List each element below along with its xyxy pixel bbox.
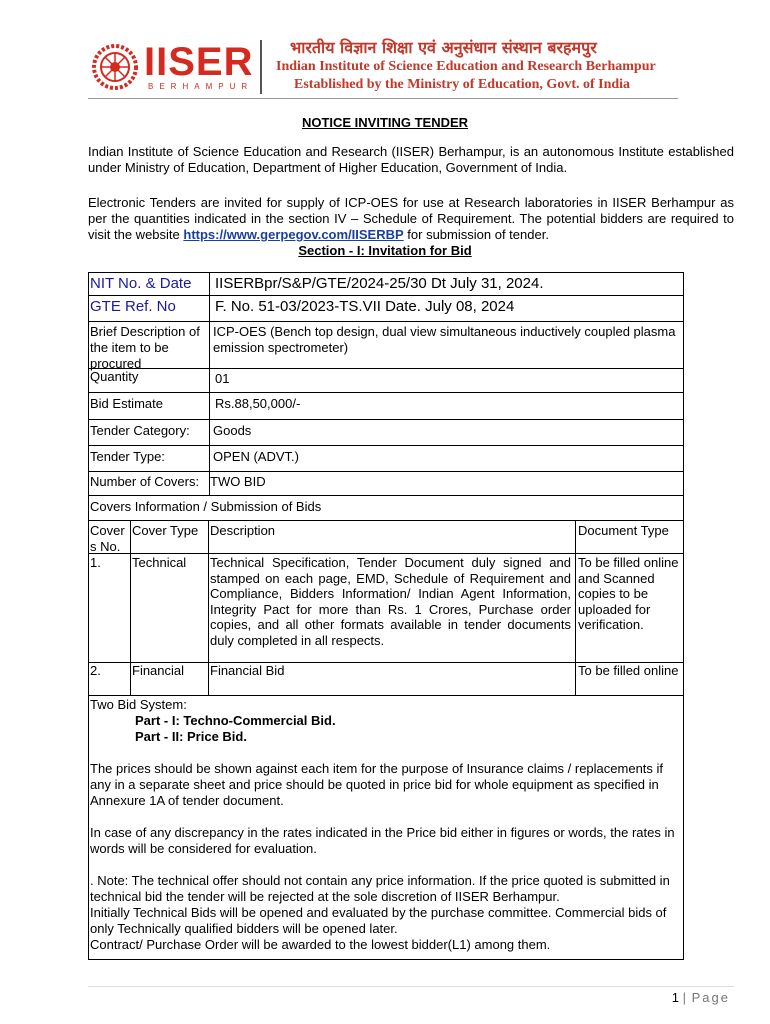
- covers-info-heading: Covers Information / Submission of Bids: [90, 499, 322, 514]
- tender-text-before: Electronic Tenders are invited for supply of ICP-OES for use at Research laboratories in IISER Berhampur as per the quantities indicated in the section IV – Schedule of Requirement. The potential bidders are required to visit the website: [88, 195, 734, 242]
- page-word: Page: [691, 990, 730, 1005]
- tender-website-link[interactable]: https://www.gerpegov.com/IISERBP: [183, 227, 404, 242]
- letterhead: [88, 36, 678, 98]
- institute-name: Indian Institute of Science Education and Research Berhampur: [276, 59, 656, 74]
- cover-doc-type-1: To be filled online and Scanned copies to be uploaded for verification.: [578, 555, 679, 633]
- nit-label: NIT No. & Date: [89, 273, 210, 295]
- cover-doc-type-2: To be filled online: [578, 663, 679, 678]
- contract-paragraph: Contract/ Purchase Order will be awarded to the lowest bidder(L1) among them.: [90, 937, 551, 952]
- tender-category-value: Goods: [213, 423, 252, 438]
- tender-details-table: [88, 272, 684, 960]
- header-rule: [88, 98, 678, 99]
- cover-no-2: 2.: [89, 663, 131, 695]
- iiser-wheel-logo-icon: [92, 44, 138, 90]
- header-divider: [260, 40, 262, 94]
- col-description: Description: [209, 521, 576, 553]
- number-of-covers-label: Number of Covers:: [89, 472, 210, 495]
- cover-type-2: Financial: [131, 663, 209, 695]
- quantity-label: Quantity: [89, 369, 210, 392]
- table-row: [89, 273, 683, 296]
- cover-no-1: 1.: [89, 554, 131, 662]
- tender-type-label: Tender Type:: [89, 446, 210, 471]
- section-title: Section - I: Invitation for Bid: [298, 243, 472, 258]
- footer-rule: [88, 986, 734, 987]
- table-row: [89, 369, 683, 393]
- table-row: [89, 496, 683, 521]
- institute-name-hindi: भारतीय विज्ञान शिक्षा एवं अनुसंधान संस्थान बरहमपुर: [290, 38, 597, 57]
- tender-paragraph: [88, 195, 734, 243]
- cover-description-1: Technical Specification, Tender Document duly signed and stamped on each page, EMD, Schedule of Requirement and Compliance, Bidders Information/ Indian Agent Information, Integrity Pact for more than Rs. 1 Crores, Purchase order copies, and all other formats available in tender documents duly completed in all respects.: [209, 554, 576, 662]
- cover-type-1: Technical: [131, 554, 209, 662]
- col-document-type: Document Type: [578, 523, 669, 538]
- part-1-label: Part - I: Techno-Commercial Bid.: [135, 713, 336, 728]
- intro-paragraph: Indian Institute of Science Education and Research (IISER) Berhampur, is an autonomous Institute established under Ministry of Education, Department of Higher Education, Government of India.: [88, 144, 734, 175]
- two-bid-heading: Two Bid System:: [90, 697, 187, 712]
- number-of-covers-value: TWO BID: [210, 474, 266, 489]
- gte-value: F. No. 51-03/2023-TS.VII Date. July 08, 2024: [215, 298, 515, 315]
- prices-paragraph: The prices should be shown against each item for the purpose of Insurance claims / replacements if any in a separate sheet and price should be quoted in price bid for whole equipment as specified in Annexure 1A of tender document.: [90, 761, 664, 808]
- table-row: [89, 472, 683, 496]
- bid-estimate-label: Bid Estimate: [89, 393, 210, 419]
- table-row: [89, 446, 683, 472]
- table-row: [89, 322, 683, 369]
- quantity-value: 01: [215, 371, 230, 386]
- table-row: [89, 420, 683, 446]
- table-row: [89, 663, 683, 696]
- description-label: Brief Description of the item to be procured: [89, 322, 210, 368]
- initially-paragraph: Initially Technical Bids will be opened and evaluated by the purchase committee. Commercial bids of only Technically qualified bidders will be opened later.: [90, 905, 667, 936]
- bid-estimate-value: Rs.88,50,000/-: [215, 396, 301, 411]
- notice-title: NOTICE INVITING TENDER: [301, 115, 469, 130]
- covers-header-row: [89, 521, 683, 554]
- part-2-label: Part - II: Price Bid.: [135, 729, 247, 744]
- logo-subtitle: BERHAMPUR: [148, 82, 254, 91]
- page-number-value: 1: [671, 990, 679, 1005]
- description-value: ICP-OES (Bench top design, dual view simultaneous inductively coupled plasma emission spectrometer): [213, 324, 676, 355]
- institute-established: Established by the Ministry of Education, Govt. of India: [294, 77, 631, 92]
- tender-category-label: Tender Category:: [89, 420, 210, 445]
- tender-type-value: OPEN (ADVT.): [213, 449, 299, 464]
- table-row: [89, 296, 683, 322]
- cover-description-2: Financial Bid: [209, 663, 576, 695]
- table-row: [89, 554, 683, 663]
- note-paragraph: . Note: The technical offer should not contain any price information. If the price quoted is submitted in technical bid the tender will be rejected at the sole discretion of IISER Berhampur.: [90, 873, 670, 904]
- gte-label: GTE Ref. No: [89, 296, 210, 321]
- logo-wordmark: IISER: [144, 40, 254, 84]
- two-bid-section: [89, 696, 683, 959]
- page-separator: |: [682, 990, 688, 1005]
- tender-text-after: for submission of tender.: [403, 227, 549, 242]
- table-row: [89, 393, 683, 420]
- nit-value: IISERBpr/S&P/GTE/2024-25/30 Dt July 31, 2024.: [215, 275, 544, 292]
- col-cover-no: Covers No.: [89, 521, 131, 553]
- page-number: [672, 990, 730, 1005]
- discrepancy-paragraph: In case of any discrepancy in the rates indicated in the Price bid either in figures or words, the rates in words will be considered for evaluation.: [90, 825, 675, 856]
- col-cover-type: Cover Type: [131, 521, 209, 553]
